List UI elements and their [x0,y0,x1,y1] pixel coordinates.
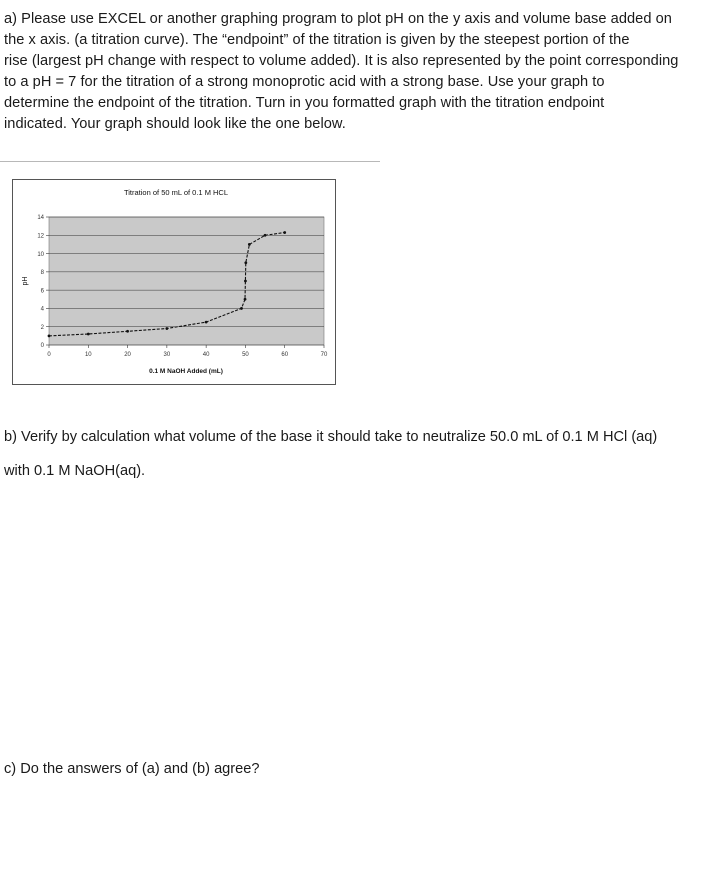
y-tick-label: 6 [40,288,44,295]
question-a-line: determine the endpoint of the titration. Turn in you formatted graph with the titration endpoint [4,95,605,111]
x-tick-label: 50 [242,352,249,358]
y-tick-label: 10 [37,251,44,258]
question-a-line: to a pH = 7 for the titration of a strong monoprotic acid with a strong base. Use your graph to [4,74,605,90]
y-tick-label: 8 [40,270,44,277]
data-point [264,234,267,237]
data-point [165,327,168,330]
x-tick-label: 30 [163,352,171,358]
y-tick-label: 0 [40,343,44,350]
question-b-line: with 0.1 M NaOH(aq). [4,463,146,479]
y-tick-label: 4 [40,306,44,313]
x-tick-label: 20 [124,352,131,358]
x-tick-label: 70 [320,352,328,358]
data-point [240,307,243,310]
titration-chart-svg [13,180,335,384]
data-point [244,261,247,264]
data-point [87,333,90,336]
data-point [205,321,208,324]
titration-chart [12,179,336,385]
data-point [126,330,129,333]
data-point [244,280,247,283]
x-tick-label: 60 [281,352,289,358]
question-a-line: a) Please use EXCEL or another graphing program to plot pH on the y axis and volume base added on [4,11,672,27]
data-point [244,298,247,301]
y-axis-label: pH [22,276,29,286]
chart-title: Titration of 50 mL of 0.1 M HCL [123,188,229,197]
question-c-text: c) Do the answers of (a) and (b) agree? [4,761,260,777]
question-a-text [4,9,710,135]
x-tick-label: 0 [47,352,51,358]
question-b-line: b) Verify by calculation what volume of the base it should take to neutralize 50.0 mL of 0.1 M HCl (aq) [4,429,658,445]
data-point [283,231,286,234]
x-axis-label: 0.1 M NaOH Added (mL) [149,368,223,375]
question-b-text [4,420,710,488]
y-tick-label: 2 [40,324,44,331]
y-tick-label: 14 [37,215,44,222]
question-a-line: the x axis. (a titration curve). The “endpoint” of the titration is given by the steepest portion of the [4,32,630,48]
question-a-line: rise (largest pH change with respect to volume added). It is also represented by the point corresponding [4,53,679,69]
data-point [48,334,51,337]
x-tick-label: 40 [202,352,210,358]
data-point [248,243,251,246]
divider-line [0,161,380,162]
x-tick-label: 10 [84,352,92,358]
y-tick-label: 12 [37,233,44,240]
question-a-line: indicated. Your graph should look like the one below. [4,116,346,132]
